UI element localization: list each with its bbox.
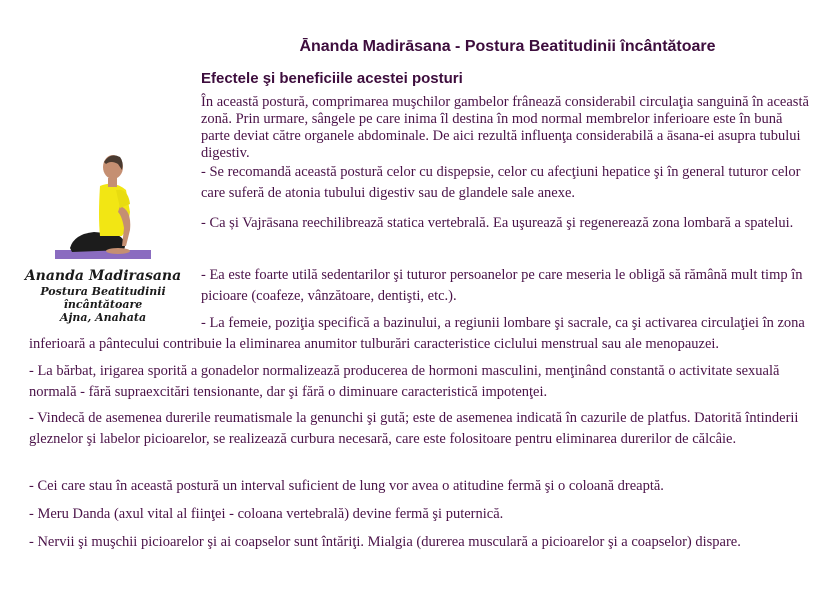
seated-pose-illustration [48, 150, 158, 262]
pose-figure [8, 150, 198, 324]
caption-pose-subtitle: Postura Beatitudinii încântătoare [40, 284, 166, 311]
paragraph-meru-danda: - Meru Danda (axul vital al fiinţei - coloana vertebrală) devine fermă şi puternică. [29, 506, 504, 522]
caption-chakras: Ajna, Anahata [59, 311, 147, 325]
paragraph-men: - La bărbat, irigarea sporită a gonadelor normalizează producerea de hormoni masculini, menţinând constantă o activitate sexuală normală - fără supraexcitări tensionante, dar şi fără o diminuare caracteristică impotenţei. [29, 363, 780, 400]
pose-photo [48, 150, 158, 262]
paragraph-posture: - Cei care stau în această postură un interval suficient de lung vor avea o atitudine fermă şi o coloană dreaptă. [29, 478, 664, 494]
caption-pose-name: Ananda Madirasana [24, 268, 182, 284]
page-title: Ānanda Madirāsana - Postura Beatitudinii încântătoare [299, 38, 716, 55]
paragraph-sedentary: - Ea este foarte utilă sedentarilor şi tuturor persoanelor pe care meseria le obligă să rămână mult timp în picioare (coafeze, vânzătoare, dentişti, etc.). [201, 267, 803, 304]
section-heading: Efectele şi beneficiile acestei posturi [201, 70, 463, 87]
paragraph-heals: - Vindecă de asemenea durerile reumatismale la genunchi şi gută; este de asemenea indicată în cazurile de platfus. Datorită întinderii gleznelor şi labelor picioarelor, se realizează curbura necesară, care este folositoare pentru eliminarea durerilor de călcâie. [29, 410, 799, 447]
paragraph-women: - La femeie, poziţia specifică a bazinului, a regiunii lombare şi sacrale, ca şi activarea circulaţiei în zona inferioară a pântecului contribuie la eliminarea anumitor tulburări caracteristice ciclului menstrual sau ale menopauzei. [29, 315, 805, 352]
paragraph-recommend: - Se recomandă această postură celor cu dispepsie, celor cu afecţiuni hepatice şi în general tuturor celor care suferă de atonia tubului digestiv sau de glandele sale anexe. [201, 164, 801, 201]
paragraph-vajrasana: - Ca și Vajrāsana reechilibrează statica vertebrală. Ea uşurează şi regenerează zona lombară a spatelui. [201, 215, 794, 231]
paragraph-intro: În această postură, comprimarea muşchilor gambelor frânează considerabil circulaţia sanguină în această zonă. Prin urmare, sângele pe care inima îl destina în mod normal membrelor inferioare este în bună parte deviat către organele abdominale. De aici rezultă influenţa considerabilă a āsana-ei asupra tubului digestiv. [201, 94, 809, 161]
paragraph-nerves: - Nervii şi muşchii picioarelor şi ai coapselor sunt întăriţi. Mialgia (durerea musculară a picioarelor şi a coapselor) dispare. [29, 534, 741, 550]
